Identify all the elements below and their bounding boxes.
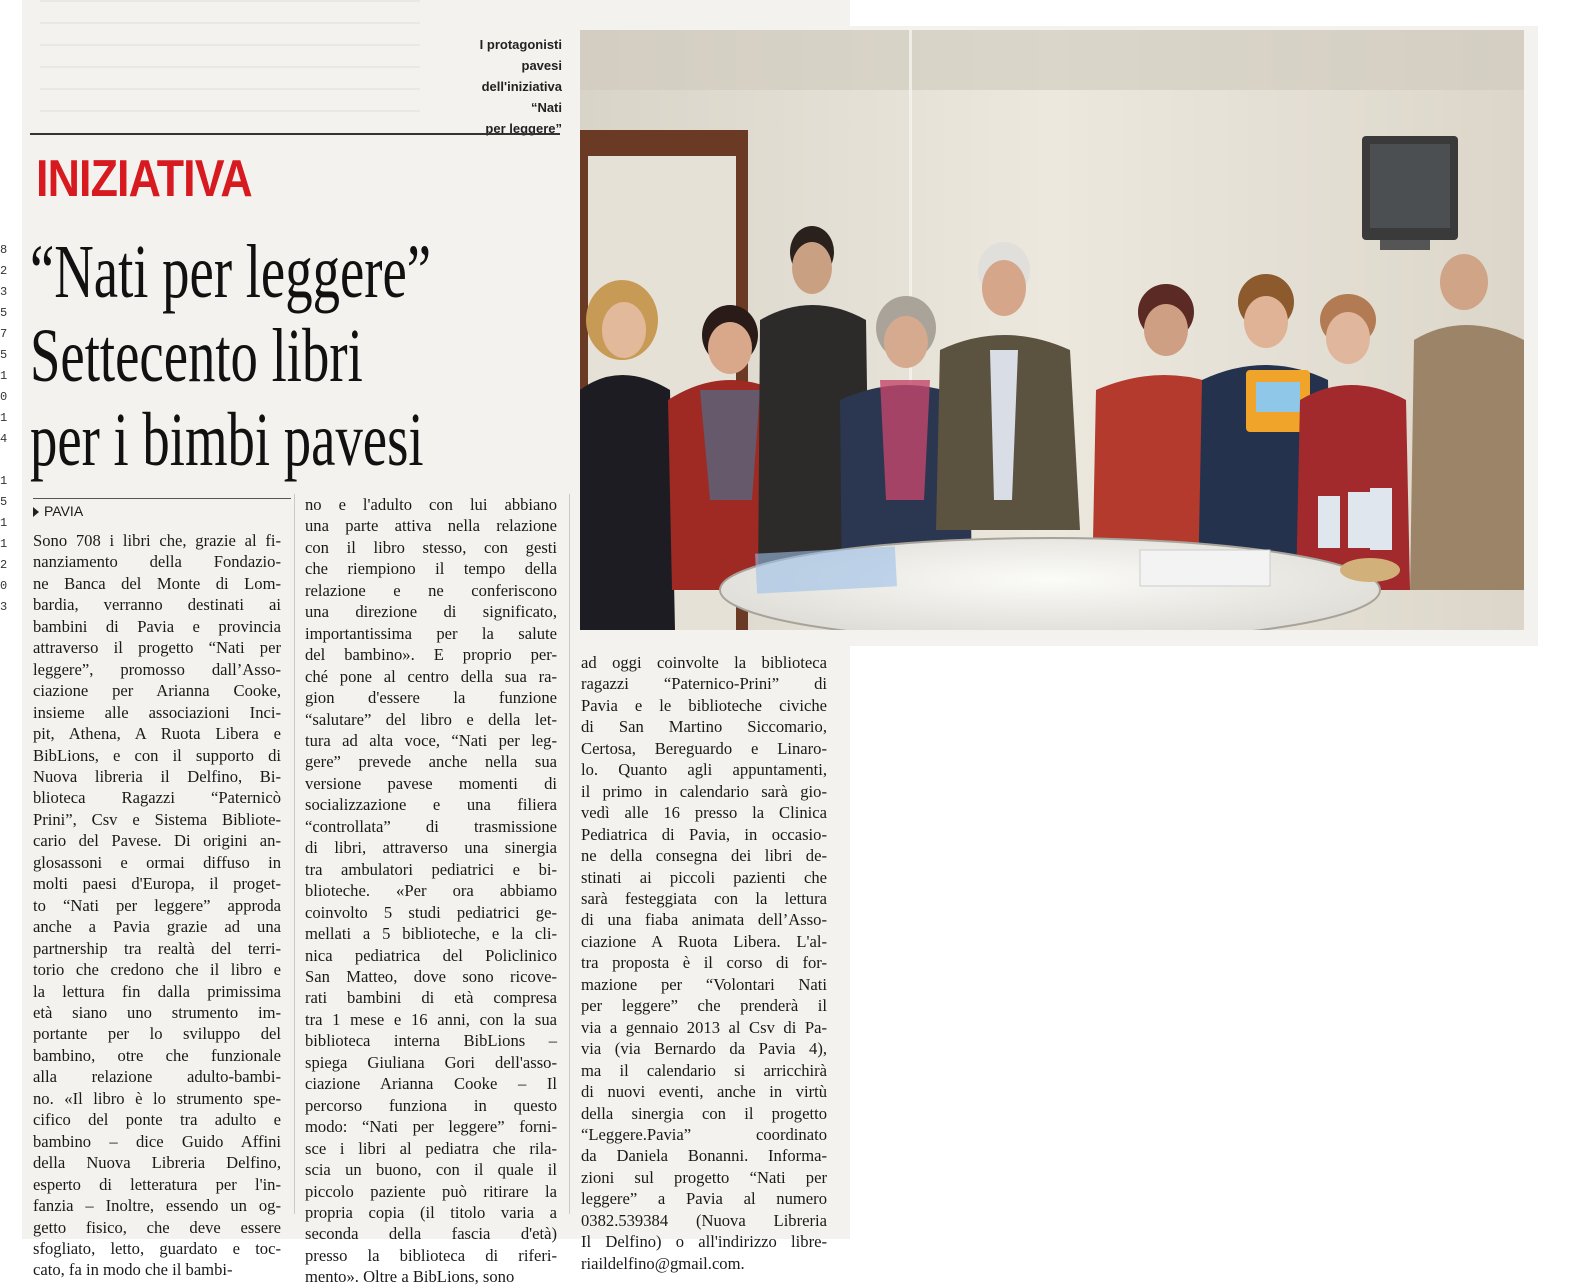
text-line: seconda della fascia d'età) [305,1224,557,1244]
text-line: blioteca Ragazzi “Paternicò [33,788,281,808]
text-line: coinvolto 5 studi pediatrici ge- [305,902,557,922]
text-line: “Leggere.Pavia” coordinato [581,1124,827,1144]
text-line: importantissima per la salute [305,623,557,643]
text-line: Sono 708 i libri che, grazie al fi- [33,531,281,550]
margin-digit: 1 [0,369,8,383]
margin-digit: 3 [0,600,8,614]
headline [30,230,431,482]
text-line: ciazione Arianna Cooke – Il [305,1074,557,1094]
text-line: biblioteca interna BibLions – [305,1031,557,1051]
text-line: torio che credono che il libro e [33,960,281,980]
text-line: 0382.539384 (Nuova Libreria [581,1210,827,1230]
text-line: sarà festeggiata con la lettura [581,888,827,908]
text-line: “salutare” del libro e della let- [305,709,557,729]
text-line: anche a Pavia grazie ad una [33,917,281,937]
text-line: gion d'essere la funzione [305,688,557,708]
text-line: presso la biblioteca di riferi- [305,1245,557,1265]
text-line: leggere”, promosso dall’Asso- [33,659,281,679]
article-column-1 [33,530,281,1281]
text-line: pit, Athena, A Ruota Libera e [33,724,281,744]
text-line: una direzione di significato, [305,602,557,622]
text-line: cifico del ponte tra adulto e [33,1110,281,1130]
text-line: socializzazione e una filiera [305,795,557,815]
text-line: lo. Quanto agli appuntamenti, [581,760,827,780]
text-line: da Daniela Bonanni. Informa- [581,1146,827,1166]
text-line: la lettura fin dalla primissima [33,981,281,1001]
text-line: di una fiaba animata dell’Asso- [581,910,827,930]
text-line: ciazione per Arianna Cooke, [33,681,281,701]
text-line: bambino – dice Guido Affini [33,1131,281,1151]
text-line: nica pediatrica del Policlinico [305,945,557,965]
caption-line: dell'iniziativa [481,79,562,94]
text-line: Certosa, Bereguardo e Linaro- [581,738,827,758]
text-line: percorso funziona in questo [305,1095,557,1115]
text-line: blioteche. «Per ora abbiamo [305,881,557,901]
text-line: no e l'adulto con lui abbiano [305,495,557,514]
text-line: del bambino». E proprio per- [305,645,557,665]
text-line: spiega Giuliana Gori dell'asso- [305,1052,557,1072]
margin-digit: 5 [0,348,8,362]
text-line: della sinergia con il progetto [581,1103,827,1123]
text-line: bardia, verranno destinati ai [33,595,281,615]
margin-digit: 1 [0,537,8,551]
headline-line: Settecento libri [30,314,363,398]
text-line: via a gennaio 2013 al Csv di Pa- [581,1017,827,1037]
text-line: riaildelfino@gmail.com. [581,1253,745,1273]
caption-line: per leggere” [485,121,562,136]
text-line: modo: “Nati per leggere” forni- [305,1117,557,1137]
column-divider [294,494,295,1214]
text-line: portante per lo sviluppo del [33,1024,281,1044]
text-line: alla relazione adulto-bambi- [33,1067,281,1087]
text-line: Il Delfino) o all'indirizzo libre- [581,1232,827,1252]
text-line: scia un buono, con il quale il [305,1160,557,1180]
text-line: ma il calendario si arricchirà [581,1060,827,1080]
arrow-icon [33,507,39,517]
text-line: Prini”, Csv e Sistema Bibliote- [33,809,281,829]
text-line: “controllata” di trasmissione [305,816,557,836]
text-line: via (via Bernardo da Pavia 4), [581,1039,827,1059]
text-line: no. «Il libro è lo strumento spe- [33,1088,281,1108]
text-line: di San Martino Siccomario, [581,717,827,737]
ceiling-shadow [580,30,1524,90]
text-line: bambino, otre che funzionale [33,1045,281,1065]
text-line: propria copia (il titolo varia a [305,1202,557,1222]
text-line: tra 1 mese e 16 anni, con la sua [305,1009,557,1029]
text-line: versione pavese momenti di [305,773,557,793]
text-line: relazione e ne conferiscono [305,580,557,600]
text-line: glosassoni e ormai diffuso in [33,852,281,872]
margin-digit: 0 [0,579,8,593]
headline-line: “Nati per leggere” [30,230,432,314]
margin-digit: 2 [0,558,8,572]
margin-digit: 2 [0,264,8,278]
margin-digit: 4 [0,432,8,446]
text-line: tra ambulatori pediatrici e bi- [305,859,557,879]
text-line: San Matteo, dove sono ricove- [305,966,557,986]
text-line: della Nuova Libreria Delfino, [33,1153,281,1173]
margin-digit: 5 [0,306,8,320]
text-line: ne della consegna dei libri de- [581,846,827,866]
text-line: gere” prevede anche nella sua [305,752,557,772]
text-line: che riempiono il tempo della [305,559,557,579]
text-line: ciazione A Ruota Libera. L'al- [581,931,827,951]
text-line: zioni sul progetto “Nati per [581,1167,827,1187]
text-line: BibLions, e con il supporto di [33,745,281,765]
margin-digit: 8 [0,243,8,257]
text-line: Nuova libreria il Delfino, Bi- [33,766,281,786]
text-line: Pavia e le biblioteche civiche [581,695,827,715]
caption-line: I protagonisti [479,37,562,52]
group-photo [580,30,1524,630]
margin-digit: 1 [0,474,8,488]
margin-digits [0,240,14,618]
bleed-through-region [40,0,420,130]
text-line: cato, fa in modo che il bambi- [33,1260,233,1280]
margin-digit [0,450,14,471]
text-line: stinati ai piccoli pazienti che [581,867,827,887]
text-line: cario del Pavese. Di origini an- [33,831,281,851]
text-line: rati bambini di età compresa [305,988,557,1008]
text-line: leggere” a Pavia al numero [581,1189,827,1209]
margin-digit: 5 [0,495,8,509]
text-line: tura ad alta voce, “Nati per leg- [305,730,557,750]
headline-line: per i bimbi pavesi [30,398,424,482]
text-line: ragazzi “Paternico-Prini” di [581,674,827,694]
text-line: getto fisico, che deve essere [33,1217,281,1237]
margin-digit: 1 [0,411,8,425]
column-divider [569,494,570,1214]
text-line: mazione per “Volontari Nati [581,974,827,994]
text-line: mellati a 5 biblioteche, e la cli- [305,924,557,944]
text-line: sce i libri al pediatra che rila- [305,1138,557,1158]
margin-digit: 3 [0,285,8,299]
text-line: con il libro stesso, con gesti [305,537,557,557]
text-line: mento». Oltre a BibLions, sono [305,1267,515,1287]
text-line: sfogliato, letto, guardato e toc- [33,1238,281,1258]
text-line: attraverso il progetto “Nati per [33,638,281,658]
text-line: di libri, attraverso una sinergia [305,838,557,858]
text-line: tra proposta è il corso di for- [581,953,827,973]
text-line: molti paesi d'Europa, il proget- [33,874,281,894]
text-line: ne Banca del Monte di Lom- [33,573,281,593]
text-line: di nuovi eventi, anche in virtù [581,1082,827,1102]
text-line: esperto di letteratura per l'in- [33,1174,281,1194]
text-line: fanzia – Inoltre, essendo un og- [33,1196,281,1216]
dateline-text: PAVIA [44,503,84,519]
text-line: piccolo paziente può ritirare la [305,1181,557,1201]
text-line: ché pone al centro della sua ra- [305,666,557,686]
text-line: una parte attiva nella relazione [305,516,557,536]
margin-digit: 0 [0,390,8,404]
wall-tv [1362,136,1458,250]
article-column-3 [581,652,827,1274]
text-line: bambini di Pavia e provincia [33,616,281,636]
photo-caption [420,34,562,139]
article-column-2 [305,494,557,1288]
margin-digit: 7 [0,327,8,341]
kicker: INIZIATIVA [36,150,252,208]
text-line: nanziamento della Fondazio- [33,552,281,572]
text-line: Pediatrica di Pavia, in occasio- [581,824,827,844]
margin-digit: 1 [0,516,8,530]
text-line: per leggere” che prenderà il [581,996,827,1016]
text-line: insieme alle associazioni Inci- [33,702,281,722]
caption-line: “Nati [530,100,562,115]
dateline [33,498,291,521]
text-line: to “Nati per leggere” approda [33,895,281,915]
text-line: partnership tra realtà del terri- [33,938,281,958]
top-rule [30,133,560,135]
text-line: il primo in calendario sarà gio- [581,781,827,801]
text-line: vedì alle 16 presso la Clinica [581,803,827,823]
text-line: ad oggi coinvolte la biblioteca [581,653,827,672]
caption-line: pavesi [521,58,562,73]
text-line: età siano uno strumento im- [33,1002,281,1022]
